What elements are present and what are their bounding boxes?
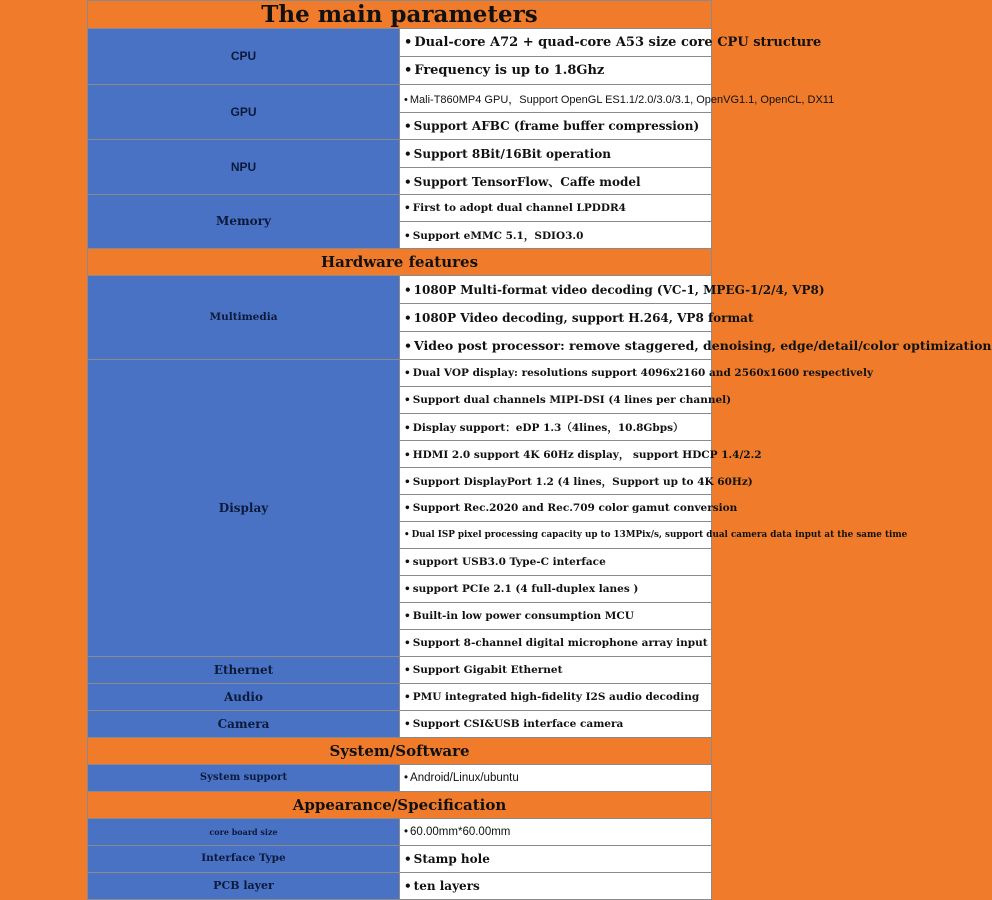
display-row-8: • support USB3.0 Type-C interface: [400, 549, 712, 576]
pcb-layer-row-1: • ten layers: [400, 873, 712, 900]
display-label: Display: [88, 360, 400, 657]
section-hardware: Hardware features: [88, 249, 712, 276]
multimedia-row-2: • 1080P Video decoding, support H.264, VP8 format: [400, 304, 712, 332]
pcb-layer-label: PCB layer: [88, 873, 400, 900]
ethernet-label: Ethernet: [88, 657, 400, 684]
page-title: The main parameters: [88, 1, 712, 29]
display-row-7: • Dual ISP pixel processing capacity up to 13MPix/s, support dual camera data input at the same time: [400, 522, 712, 549]
memory-row-1: • First to adopt dual channel LPDDR4: [400, 195, 712, 222]
multimedia-row-1: • 1080P Multi-format video decoding (VC-1, MPEG-1/2/4, VP8): [400, 276, 712, 304]
multimedia-label: Multimedia: [88, 276, 400, 360]
cpu-label: CPU: [88, 29, 400, 85]
section-system: System/Software: [88, 738, 712, 765]
display-row-11: • Support 8-channel digital microphone array input: [400, 630, 712, 657]
cpu-row-2: • Frequency is up to 1.8Ghz: [400, 57, 712, 85]
cpu-row-1: • Dual-core A72 + quad-core A53 size core CPU structure: [400, 29, 712, 57]
multimedia-row-3: • Video post processor: remove staggered, denoising, edge/detail/color optimization: [400, 332, 712, 360]
camera-label: Camera: [88, 711, 400, 738]
gpu-row-1: • Mali-T860MP4 GPU，Support OpenGL ES1.1/2.0/3.0/3.1, OpenVG1.1, OpenCL, DX11: [400, 85, 712, 113]
memory-row-2: • Support eMMC 5.1，SDIO3.0: [400, 222, 712, 249]
audio-label: Audio: [88, 684, 400, 711]
core-size-label: core board size: [88, 819, 400, 846]
interface-type-label: Interface Type: [88, 846, 400, 873]
gpu-row-2: • Support AFBC (frame buffer compression): [400, 113, 712, 140]
camera-row-1: • Support CSI&USB interface camera: [400, 711, 712, 738]
interface-type-row-1: • Stamp hole: [400, 846, 712, 873]
npu-row-1: • Support 8Bit/16Bit operation: [400, 140, 712, 168]
parameters-table: [87, 0, 992, 900]
display-row-4: • HDMI 2.0 support 4K 60Hz display， support HDCP 1.4/2.2: [400, 441, 712, 468]
display-row-3: • Display support：eDP 1.3（4lines，10.8Gbps）: [400, 414, 712, 441]
core-size-row-1: • 60.00mm*60.00mm: [400, 819, 712, 846]
ethernet-row-1: • Support Gigabit Ethernet: [400, 657, 712, 684]
audio-row-1: • PMU integrated high-fidelity I2S audio decoding: [400, 684, 712, 711]
gpu-label: GPU: [88, 85, 400, 140]
display-row-5: • Support DisplayPort 1.2 (4 lines，Support up to 4K 60Hz): [400, 468, 712, 495]
display-row-1: • Dual VOP display: resolutions support 4096x2160 and 2560x1600 respectively: [400, 360, 712, 387]
system-label: System support: [88, 765, 400, 792]
display-row-9: • support PCIe 2.1 (4 full-duplex lanes ): [400, 576, 712, 603]
memory-label: Memory: [88, 195, 400, 249]
section-appearance: Appearance/Specification: [88, 792, 712, 819]
display-row-2: • Support dual channels MIPI-DSI (4 lines per channel): [400, 387, 712, 414]
display-row-10: • Built-in low power consumption MCU: [400, 603, 712, 630]
display-row-6: • Support Rec.2020 and Rec.709 color gamut conversion: [400, 495, 712, 522]
npu-row-2: • Support TensorFlow、Caffe model: [400, 168, 712, 195]
system-row-1: • Android/Linux/ubuntu: [400, 765, 712, 792]
npu-label: NPU: [88, 140, 400, 195]
spec-sheet: [87, 0, 992, 900]
